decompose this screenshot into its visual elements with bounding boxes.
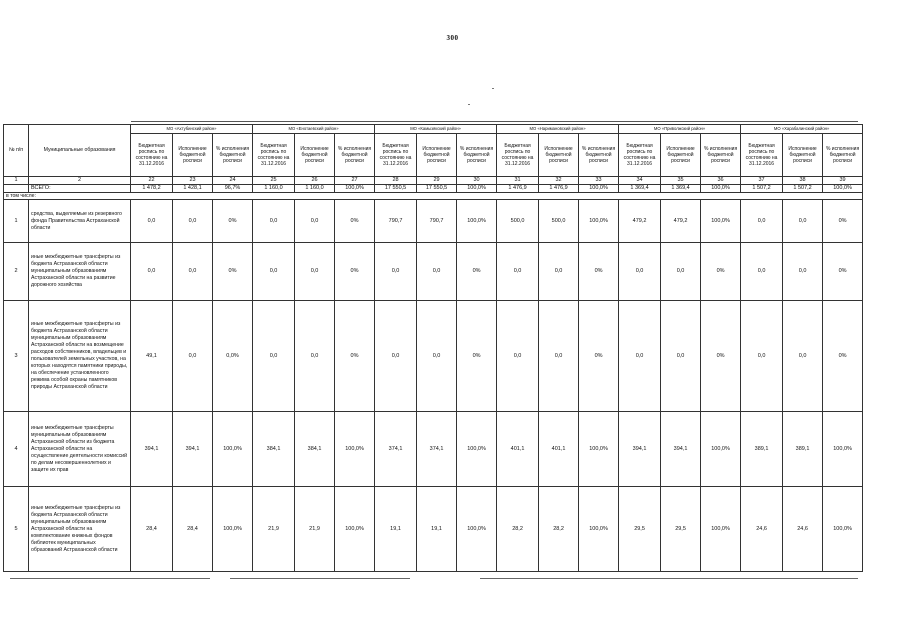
row-value: 394,1 (619, 412, 661, 487)
row-label: средства, выделяемые из резервного фонда Правительства Астраханской области (29, 200, 131, 243)
district-group-header: МО «Харабалинский район» (741, 125, 863, 134)
row-value: 0,0 (539, 243, 579, 301)
row-value: 0,0 (783, 243, 823, 301)
total-value: 100,0% (823, 184, 863, 192)
row-value: 21,9 (295, 487, 335, 572)
column-number: 23 (173, 177, 213, 185)
total-value: 100,0% (457, 184, 497, 192)
row-value: 0,0 (131, 243, 173, 301)
row-value: 394,1 (661, 412, 701, 487)
row-value: 100,0% (579, 487, 619, 572)
row-value: 394,1 (173, 412, 213, 487)
total-value: 100,0% (701, 184, 741, 192)
row-value: 0,0 (741, 243, 783, 301)
total-value: 17 550,5 (375, 184, 417, 192)
row-value: 0,0 (741, 301, 783, 412)
row-value: 0,0 (417, 243, 457, 301)
row-value: 24,6 (741, 487, 783, 572)
row-value: 0% (701, 301, 741, 412)
table-row (4, 200, 863, 243)
row-value: 0,0 (131, 200, 173, 243)
scan-speck (492, 88, 494, 89)
district-group-header: МО «Енотаевский район» (253, 125, 375, 134)
row-value: 0% (701, 243, 741, 301)
row-value: 0% (823, 301, 863, 412)
header-rule (131, 121, 858, 122)
row-value: 0,0% (213, 301, 253, 412)
row-value: 0% (457, 301, 497, 412)
column-number: 28 (375, 177, 417, 185)
row-value: 0% (335, 243, 375, 301)
row-value: 100,0% (579, 412, 619, 487)
column-number: 26 (295, 177, 335, 185)
column-number: 27 (335, 177, 375, 185)
scan-speck (468, 104, 470, 105)
footer-rule-middle (230, 578, 410, 579)
row-value: 0,0 (619, 243, 661, 301)
row-label: иные межбюджетные трансферты муниципальным образованиям Астраханской области из бюджета Астраханской области на осуществление деятельности комиссий по делам несовершеннолетних и защите их прав (29, 412, 131, 487)
column-number: 24 (213, 177, 253, 185)
subcolumn-header: Исполнение бюджетной росписи (539, 134, 579, 177)
row-value: 0,0 (253, 301, 295, 412)
row-value: 0,0 (173, 243, 213, 301)
page-number: 300 (446, 34, 459, 42)
row-value: 29,5 (619, 487, 661, 572)
district-group-header: МО «Наримановский район» (497, 125, 619, 134)
row-value: 29,5 (661, 487, 701, 572)
row-value: 0,0 (417, 301, 457, 412)
total-value: 1 476,9 (497, 184, 539, 192)
row-value: 100,0% (823, 412, 863, 487)
total-value: 1 507,2 (783, 184, 823, 192)
row-value: 0,0 (253, 243, 295, 301)
row-value: 500,0 (539, 200, 579, 243)
column-number: 30 (457, 177, 497, 185)
column-number: 29 (417, 177, 457, 185)
row-value: 0,0 (173, 301, 213, 412)
row-value: 0,0 (783, 301, 823, 412)
total-value: 1 476,9 (539, 184, 579, 192)
total-value: 1 428,1 (173, 184, 213, 192)
row-value: 374,1 (375, 412, 417, 487)
subcolumn-header: % исполнения бюджетной росписи (213, 134, 253, 177)
total-value: 1 369,4 (619, 184, 661, 192)
table-row (4, 301, 863, 412)
row-value: 100,0% (335, 487, 375, 572)
total-value: 1 160,0 (253, 184, 295, 192)
column-number: 37 (741, 177, 783, 185)
subcolumn-header: Исполнение бюджетной росписи (295, 134, 335, 177)
row-number-header: № п/п (4, 125, 29, 177)
row-label: иные межбюджетные трансферты из бюджета Астраханской области муниципальным образованиям Астраханской области на возмещение расходов собственников, владельцев и пользователей земельных участков, на которых находятся памятники природы, на обеспечение установленного режима особой охраны памятников природы Астраханской области (29, 301, 131, 412)
total-row-number (4, 184, 29, 192)
row-value: 384,1 (295, 412, 335, 487)
row-value: 0,0 (295, 200, 335, 243)
row-value: 100,0% (823, 487, 863, 572)
total-label: ВСЕГО: (29, 184, 131, 192)
column-number: 2 (29, 177, 131, 185)
row-value: 24,6 (783, 487, 823, 572)
row-value: 500,0 (497, 200, 539, 243)
total-value: 100,0% (335, 184, 375, 192)
row-value: 100,0% (457, 487, 497, 572)
row-value: 100,0% (213, 412, 253, 487)
row-value: 374,1 (417, 412, 457, 487)
table-row (4, 487, 863, 572)
row-value: 790,7 (375, 200, 417, 243)
subcolumn-header: Бюджетная роспись по состоянию на 31.12.2016 (741, 134, 783, 177)
column-number: 35 (661, 177, 701, 185)
district-header-row (4, 125, 863, 134)
row-value: 394,1 (131, 412, 173, 487)
total-value: 96,7% (213, 184, 253, 192)
row-value: 100,0% (213, 487, 253, 572)
row-number: 4 (4, 412, 29, 487)
row-value: 28,2 (497, 487, 539, 572)
column-number: 32 (539, 177, 579, 185)
row-value: 0% (335, 200, 375, 243)
column-number: 1 (4, 177, 29, 185)
total-value: 1 507,2 (741, 184, 783, 192)
including-row (4, 192, 863, 200)
row-value: 100,0% (701, 487, 741, 572)
subcolumn-header: % исполнения бюджетной росписи (579, 134, 619, 177)
district-group-header: МО «Ахтубинский район» (131, 125, 253, 134)
row-value: 0% (335, 301, 375, 412)
municipality-header: Муниципальные образования (29, 125, 131, 177)
row-value: 389,1 (741, 412, 783, 487)
column-number: 31 (497, 177, 539, 185)
row-value: 479,2 (619, 200, 661, 243)
row-value: 0,0 (497, 301, 539, 412)
row-value: 100,0% (579, 200, 619, 243)
row-value: 0,0 (173, 200, 213, 243)
row-value: 0,0 (619, 301, 661, 412)
including-label: в том числе: (4, 192, 863, 200)
row-value: 0,0 (783, 200, 823, 243)
subcolumn-header: Бюджетная роспись по состоянию на 31.12.2016 (497, 134, 539, 177)
subcolumn-header: Бюджетная роспись по состоянию на 31.12.2016 (375, 134, 417, 177)
subcolumn-header: Исполнение бюджетной росписи (417, 134, 457, 177)
row-value: 0,0 (741, 200, 783, 243)
row-value: 0% (823, 243, 863, 301)
column-number: 33 (579, 177, 619, 185)
row-value: 0,0 (375, 301, 417, 412)
row-value: 100,0% (335, 412, 375, 487)
total-value: 1 478,2 (131, 184, 173, 192)
total-value: 1 160,0 (295, 184, 335, 192)
column-number: 34 (619, 177, 661, 185)
row-value: 0,0 (661, 243, 701, 301)
total-value: 100,0% (579, 184, 619, 192)
budget-execution-table (3, 124, 863, 572)
row-number: 2 (4, 243, 29, 301)
row-value: 0% (579, 301, 619, 412)
row-value: 0,0 (661, 301, 701, 412)
subcolumn-header: Исполнение бюджетной росписи (661, 134, 701, 177)
subcolumn-header: % исполнения бюджетной росписи (701, 134, 741, 177)
row-value: 28,2 (539, 487, 579, 572)
footer-rule-right (480, 578, 858, 579)
total-value: 1 369,4 (661, 184, 701, 192)
row-value: 401,1 (497, 412, 539, 487)
subcolumn-header: Бюджетная роспись по состоянию на 31.12.2016 (131, 134, 173, 177)
total-value: 17 550,5 (417, 184, 457, 192)
row-value: 0,0 (295, 301, 335, 412)
column-number: 25 (253, 177, 295, 185)
row-value: 0% (579, 243, 619, 301)
row-value: 0,0 (497, 243, 539, 301)
subcolumn-header-row (4, 134, 863, 177)
row-value: 0,0 (539, 301, 579, 412)
row-value: 0% (213, 243, 253, 301)
row-value: 21,9 (253, 487, 295, 572)
row-value: 0,0 (295, 243, 335, 301)
row-number: 5 (4, 487, 29, 572)
subcolumn-header: % исполнения бюджетной росписи (457, 134, 497, 177)
column-number-row (4, 177, 863, 185)
subcolumn-header: Исполнение бюджетной росписи (783, 134, 823, 177)
row-value: 0,0 (253, 200, 295, 243)
row-label: иные межбюджетные трансферты из бюджета Астраханской области муниципальным образованиям Астраханской области на комплектование книжных фондов библиотек муниципальных образований Астраханской области (29, 487, 131, 572)
row-value: 49,1 (131, 301, 173, 412)
table-row (4, 412, 863, 487)
row-value: 0,0 (375, 243, 417, 301)
row-value: 0% (823, 200, 863, 243)
subcolumn-header: Бюджетная роспись по состоянию на 31.12.2016 (619, 134, 661, 177)
row-value: 790,7 (417, 200, 457, 243)
district-group-header: МО «Камызякский район» (375, 125, 497, 134)
total-row (4, 184, 863, 192)
row-value: 100,0% (701, 412, 741, 487)
row-value: 28,4 (173, 487, 213, 572)
subcolumn-header: Исполнение бюджетной росписи (173, 134, 213, 177)
row-value: 100,0% (457, 200, 497, 243)
row-value: 0% (213, 200, 253, 243)
district-group-header: МО «Приволжский район» (619, 125, 741, 134)
row-value: 0% (457, 243, 497, 301)
subcolumn-header: % исполнения бюджетной росписи (823, 134, 863, 177)
column-number: 39 (823, 177, 863, 185)
subcolumn-header: % исполнения бюджетной росписи (335, 134, 375, 177)
row-value: 100,0% (701, 200, 741, 243)
table-row (4, 243, 863, 301)
column-number: 38 (783, 177, 823, 185)
row-value: 401,1 (539, 412, 579, 487)
footer-rule-left (10, 578, 210, 579)
column-number: 22 (131, 177, 173, 185)
row-value: 100,0% (457, 412, 497, 487)
row-value: 19,1 (417, 487, 457, 572)
row-label: иные межбюджетные трансферты из бюджета Астраханской области муниципальным образованиям Астраханской области на развитие дорожного хозяйства (29, 243, 131, 301)
row-value: 19,1 (375, 487, 417, 572)
subcolumn-header: Бюджетная роспись по состоянию на 31.12.2016 (253, 134, 295, 177)
row-value: 389,1 (783, 412, 823, 487)
row-value: 384,1 (253, 412, 295, 487)
column-number: 36 (701, 177, 741, 185)
row-number: 3 (4, 301, 29, 412)
row-value: 28,4 (131, 487, 173, 572)
row-number: 1 (4, 200, 29, 243)
row-value: 479,2 (661, 200, 701, 243)
